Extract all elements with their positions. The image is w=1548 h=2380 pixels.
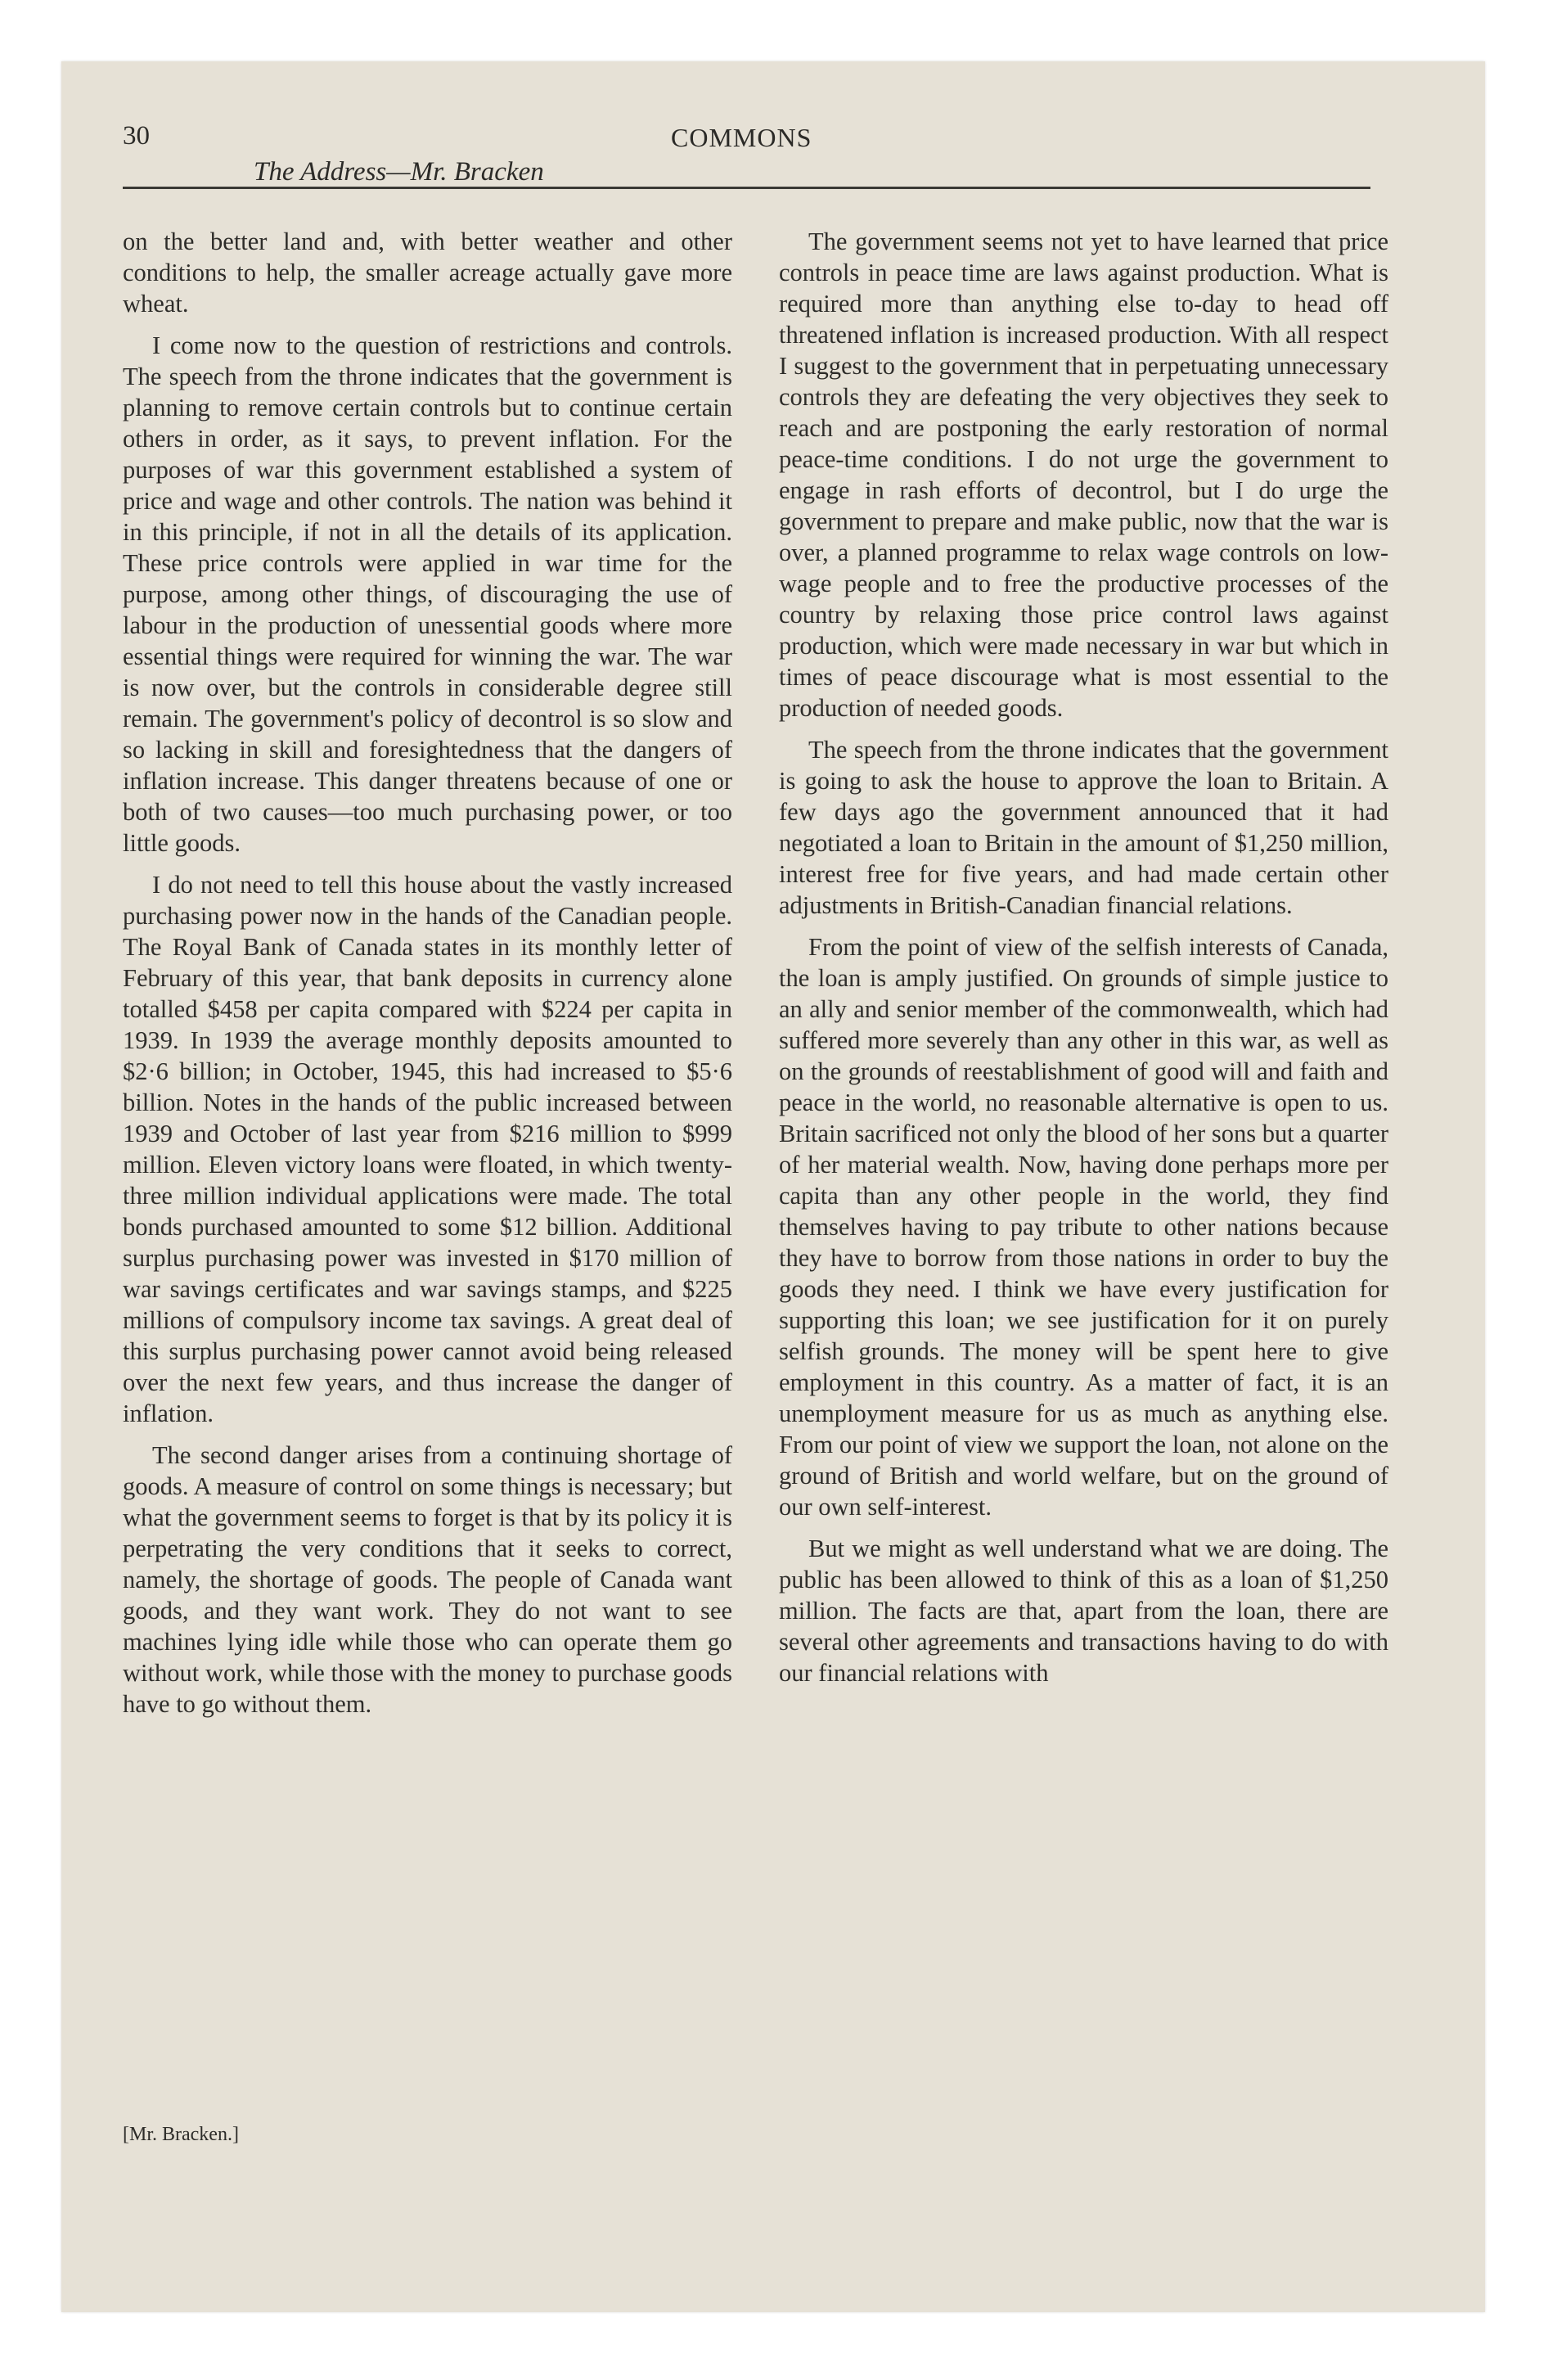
paragraph: The second danger arises from a continuing shortage of goods. A measure of control on some things is necessary; but what the government seems to forget is that by its policy it is perpetrating the very conditions that it seeks to correct, namely, the shortage of goods. The people of Canada want goods, and they want work. They do not want to see machines lying idle while those who can operate them go without work, while those with the money to purchase goods have to go without them. <box>123 1441 732 1718</box>
speaker-signature: [Mr. Bracken.] <box>123 2124 239 2145</box>
paragraph: From the point of view of the selfish interests of Canada, the loan is amply justified. On grounds of simple justice to an ally and senior member of the commonwealth, which had suffered more severely than any other in this war, as well as on the grounds of reestablishment of good will and faith and peace in the world, no reasonable alternative is open to us. Britain sacrificed not only the blood of her sons but a quarter of her material wealth. Now, having done perhaps more per capita than any other people in the world, they find themselves having to pay tribute to other nations because they have to borrow from those nations in order to buy the goods they need. I think we have every justification for supporting this loan; we see justification for it on purely selfish grounds. The money will be spent here to give employment in this country. As a matter of fact, it is an unemployment measure for us as much as anything else. From our point of view we support the loan, not alone on the ground of British and world welfare, but on the ground of our own self-interest. <box>779 933 1388 1521</box>
running-title: COMMONS <box>671 123 812 152</box>
page-number: 30 <box>123 121 150 151</box>
paragraph: But we might as well understand what we are doing. The public has been allowed to think of this as a loan of $1,250 million. The facts are that, apart from the loan, there are several other agreements and transactions having to do with our financial relations with <box>779 1535 1388 1687</box>
paragraph: I come now to the question of restrictions and controls. The speech from the throne indicates that the government is planning to remove certain controls but to continue certain others in order, as it says, to prevent inflation. For the purposes of war this government established a system of price and wage and other controls. The nation was behind it in this principle, if not in all the details of its application. These price controls were applied in war time for the purpose, among other things, of discouraging the use of labour in the production of unessential goods where more essential things were required for winning the war. The war is now over, but the controls in considerable degree still remain. The government's policy of decontrol is so slow and so lacking in skill and foresightedness that the dangers of inflation increase. This danger threatens because of one or both of two causes—too much purchasing power, or too little goods. <box>123 331 732 857</box>
right-column <box>779 226 1388 1699</box>
paragraph: I do not need to tell this house about the vastly increased purchasing power now in the hands of the Canadian people. The Royal Bank of Canada states in its monthly letter of February of this year, that bank deposits in currency alone totalled $458 per capita compared with $224 per capita in 1939. In 1939 the average monthly deposits amounted to $2·6 billion; in October, 1945, this had increased to $5·6 billion. Notes in the hands of the public increased between 1939 and October of last year from $216 million to $999 million. Eleven victory loans were floated, in which twenty-three million individual applications were made. The total bonds purchased amounted to some $12 billion. Additional surplus purchasing power was invested in $170 million of war savings certificates and war savings stamps, and $225 millions of compulsory income tax savings. A great deal of this surplus purchasing power cannot avoid being released over the next few years, and thus increase the danger of inflation. <box>123 871 732 1427</box>
paragraph: The government seems not yet to have learned that price controls in peace time are laws against production. What is required more than anything else to-day to head off threatened inflation is increased production. With all respect I suggest to the government that in perpetuating unnecessary controls they are defeating the very objectives they seek to reach and are postponing the early restoration of normal peace-time conditions. I do not urge the government to engage in rash efforts of decontrol, but I do urge the government to prepare and make public, now that the war is over, a planned programme to relax wage controls on low-wage people and to free the productive processes of the country by relaxing those price control laws against production, which were made necessary in war but which in times of peace discourage what is most essential to the production of needed goods. <box>779 228 1388 722</box>
running-subtitle: The Address—Mr. Bracken <box>254 157 544 187</box>
paragraph: on the better land and, with better weather and other conditions to help, the smaller acreage actually gave more wheat. <box>123 228 732 318</box>
header-rule <box>123 187 1370 189</box>
page-header <box>123 113 1370 187</box>
paragraph: The speech from the throne indicates that the government is going to ask the house to approve the loan to Britain. A few days ago the government announced that it had negotiated a loan to Britain in the amount of $1,250 million, interest free for five years, and had made certain other adjustments in British-Canadian financial relations. <box>779 736 1388 919</box>
left-column <box>123 226 732 1730</box>
